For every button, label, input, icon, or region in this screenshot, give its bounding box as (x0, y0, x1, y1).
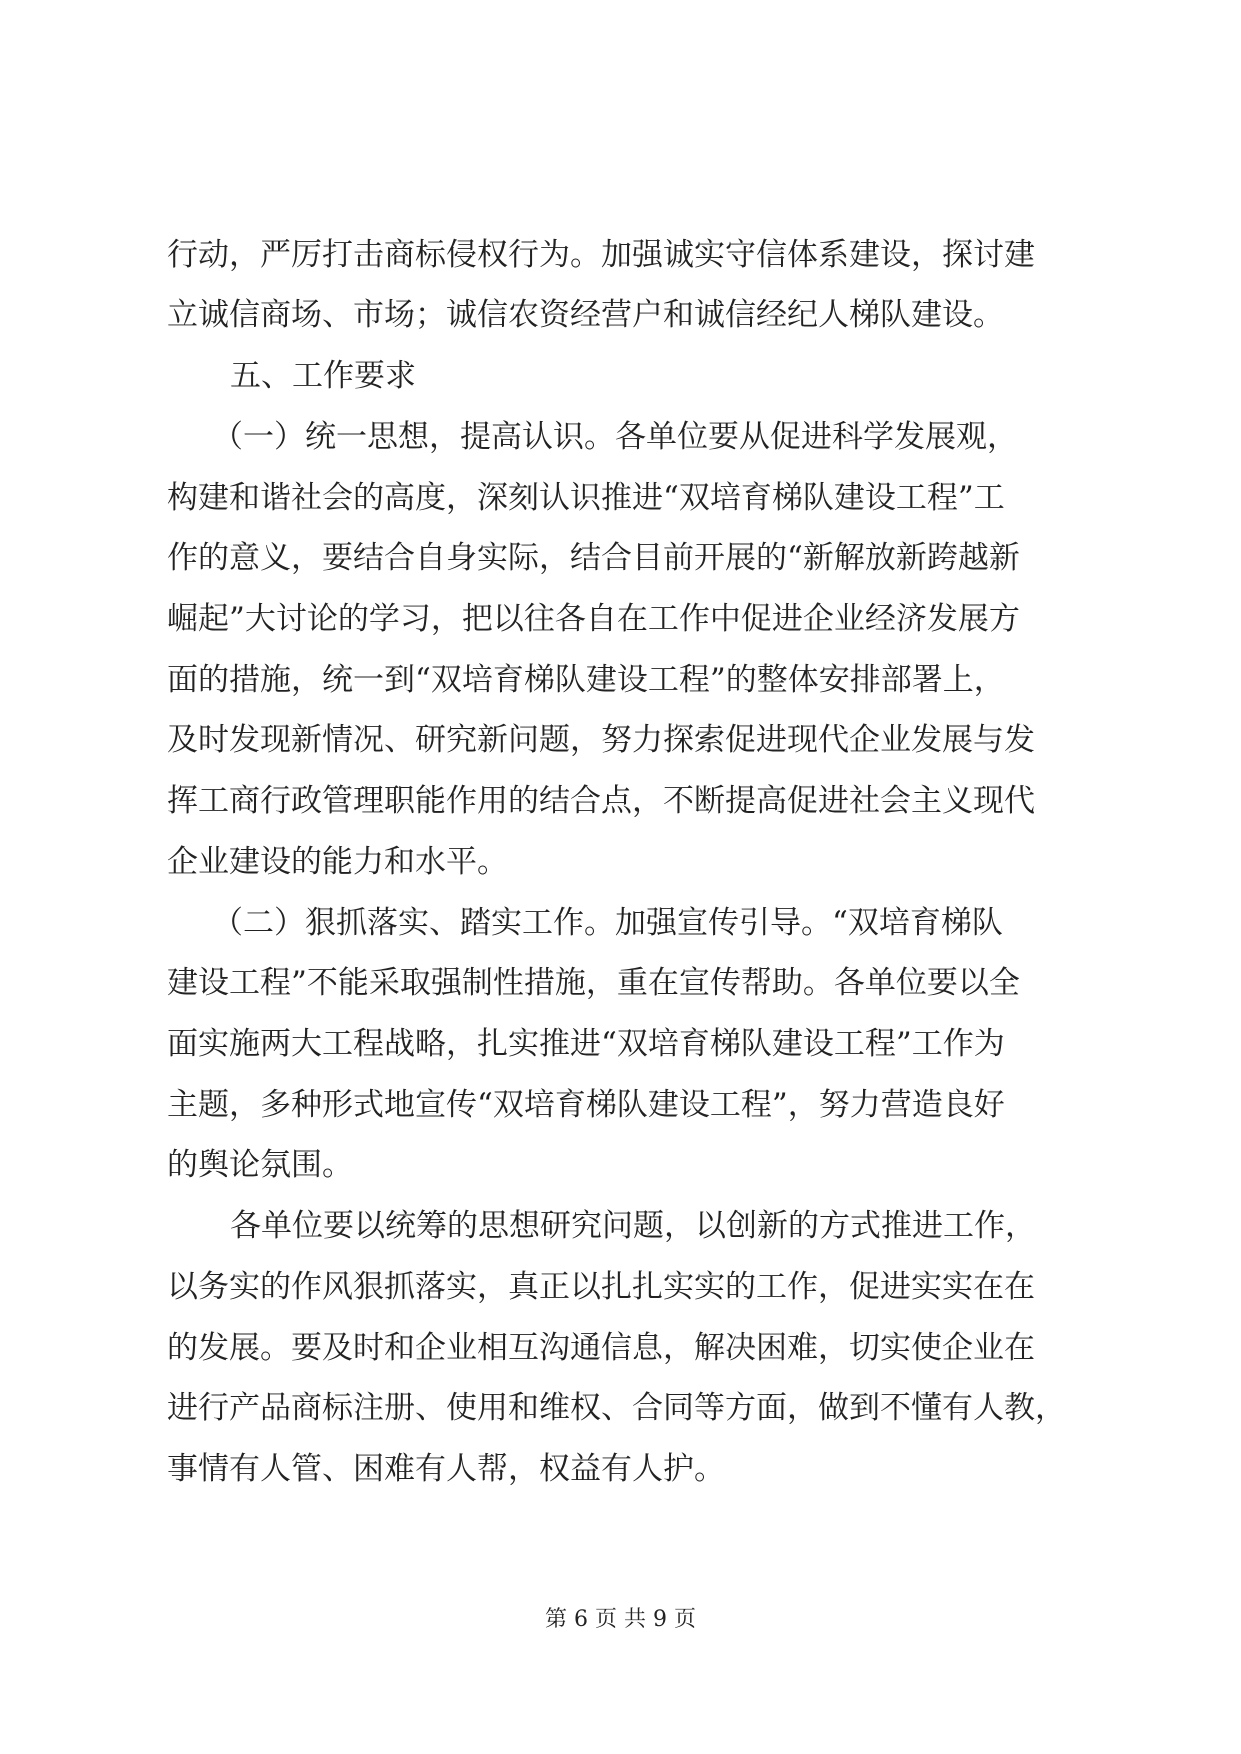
text-line: 事情有人管、困难有人帮，权益有人护。 (167, 1451, 725, 1487)
text-line: 企业建设的能力和水平。 (167, 844, 508, 880)
text-line: （一）统一思想，提高认识。各单位要从促进科学发展观， (212, 419, 1018, 455)
text-line: 面的措施，统一到“双培育梯队建设工程”的整体安排部署上， (167, 662, 1005, 698)
text-line: 及时发现新情况、研究新问题，努力探索促进现代企业发展与发 (167, 722, 1035, 758)
text-line: 作的意义，要结合自身实际，结合目前开展的“新解放新跨越新 (167, 540, 1020, 576)
text-line: 建设工程”不能采取强制性措施，重在宣传帮助。各单位要以全 (167, 965, 1020, 1001)
text-line: 立诚信商场、市场；诚信农资经营户和诚信经纪人梯队建设。 (167, 297, 1004, 333)
text-line: 的发展。要及时和企业相互沟通信息，解决困难，切实使企业在 (167, 1330, 1035, 1366)
page-number: 第 6 页 共 9 页 (545, 1607, 696, 1632)
text-line: （二）狠抓落实、踏实工作。加强宣传引导。“双培育梯队 (212, 905, 1003, 941)
text-line: 崛起”大讨论的学习，把以往各自在工作中促进企业经济发展方 (167, 601, 1020, 637)
text-line: 面实施两大工程战略，扎实推进“双培育梯队建设工程”工作为 (167, 1026, 1005, 1062)
text-line: 进行产品商标注册、使用和维权、合同等方面，做到不懂有人教， (167, 1390, 1066, 1426)
text-line: 的舆论氛围。 (167, 1147, 353, 1183)
section-heading: 五、工作要求 (230, 358, 416, 394)
text-line: 行动，严厉打击商标侵权行为。加强诚实守信体系建设，探讨建 (167, 237, 1035, 273)
text-line: 构建和谐社会的高度，深刻认识推进“双培育梯队建设工程”工 (167, 480, 1005, 516)
text-line: 各单位要以统筹的思想研究问题，以创新的方式推进工作， (230, 1208, 1036, 1244)
text-line: 主题，多种形式地宣传“双培育梯队建设工程”，努力营造良好 (167, 1087, 1005, 1123)
text-line: 挥工商行政管理职能作用的结合点，不断提高促进社会主义现代 (167, 783, 1035, 819)
text-line: 以务实的作风狠抓落实，真正以扎扎实实的工作，促进实实在在 (167, 1269, 1035, 1305)
